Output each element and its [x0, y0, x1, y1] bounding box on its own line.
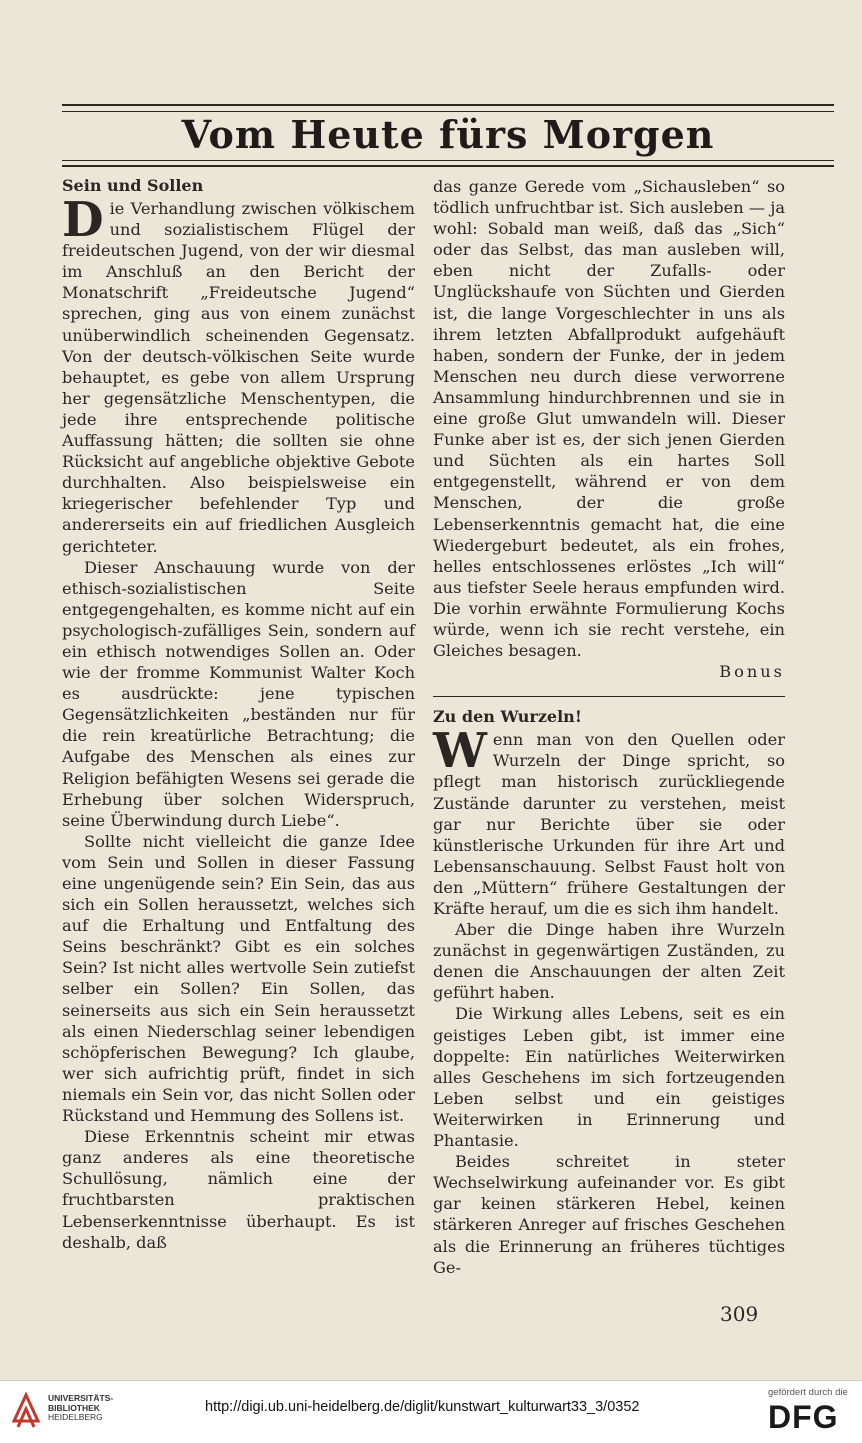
- library-logo-icon: [10, 1391, 42, 1433]
- library-line: BIBLIOTHEK: [48, 1402, 100, 1413]
- author-signature: Bonus: [719, 662, 785, 682]
- page-number: 309: [720, 1302, 759, 1326]
- dropcap: W: [433, 723, 487, 780]
- page-title: Vom Heute fürs Morgen: [181, 112, 715, 157]
- library-line: HEIDELBERG: [48, 1412, 103, 1422]
- library-line: UNIVERSITÄTS-: [48, 1393, 114, 1403]
- article-paragraph: Beides schreitet in steter Wechselwirkung aufeinander vor. Es gibt gar keinen stärkeren Hebel, keinen stärkeren Anreger auf frisches Geschehen als die Erinnerung an früheres tüchtiges Ge-: [433, 1152, 785, 1277]
- article-heading-zu-den-wurzeln: Zu den Wurzeln!: [433, 696, 785, 727]
- article-paragraph: Aber die Dinge haben ihre Wurzeln zunächst in gegenwärtigen Zuständen, zu denen die Anschauungen der alten Zeit geführt haben.: [433, 920, 785, 1003]
- left-column: [62, 176, 415, 1253]
- dropcap: D: [62, 192, 104, 248]
- article-paragraph: Diese Erkenntnis scheint mir etwas ganz anderes als eine theoretische Schullösung, nämlich eine der fruchtbarsten praktischen Lebenserkenntnisse überhaupt. Es ist deshalb, daß: [62, 1127, 415, 1252]
- title-rule-bottom: [62, 160, 834, 167]
- dfg-logo[interactable]: DFG: [768, 1399, 839, 1435]
- source-url-link[interactable]: http://digi.ub.uni-heidelberg.de/diglit/kunstwart_kulturwart33_3/0352: [205, 1399, 640, 1415]
- title-rule-top: [62, 104, 834, 112]
- article-paragraph: [433, 723, 785, 919]
- funder-caption: gefördert durch die: [768, 1387, 848, 1398]
- paragraph-text: enn man von den Quellen oder Wurzeln der Dinge spricht, so pflegt man historisch zurückliegende Zustände darunter zu verstehen, meist gar nur Berichte über sie oder künstlerische Urkunden für ihre Art und Lebensanschauung. Selbst Faust holt von den „Müttern“ frühere Gestaltungen der Kräfte herauf, um die es sich ihm handelt.: [433, 730, 785, 918]
- article-paragraph: Dieser Anschauung wurde von der ethisch-sozialistischen Seite entgegengehalten, es komme nicht auf ein psychologisch-zufälliges Sein, sondern auf ein ethisch notwendiges Sollen an. Oder wie der fromme Kommunist Walter Koch es ausdrückte: jene typischen Gegensätzlichkeiten „beständen nur für die rein kreatürliche Betrachtung; die Aufgabe des Menschen als eines zur Religion befähigten Wesens sei gerade die Erhebung über solchen Widerspruch, seine Überwindung durch Liebe“.: [62, 557, 415, 830]
- article-paragraph-continuation: das ganze Gerede vom „Sichausleben“ so tödlich unfruchtbar ist. Sich ausleben — ja wohl: Sobald man weiß, daß das „Sich“ oder das Selbst, das man ausleben will, eben nicht der Zufalls- oder Unglückshaufe von Süchten und Gierden ist, die lange Vorgeschlechter in uns als ihrem letzten Abfallprodukt aufgehäuft haben, sondern der Funke, der in jedem Menschen neu durch diese verworrene Ansammlung hindurchbrennen und sie in eine große Glut umwandeln will. Dieser Funke aber ist es, der sich jenen Gierden und Süchten als ein hartes Soll entgegenstellt, während er von dem Menschen, der die große Lebenserkenntnis gemacht hat, die eine Wiedergeburt bedeutet, als ein frohes, helles entschlossenes erlöstes „Ich will“ aus tiefster Seele heraus empfunden wird. Die vorhin erwähnte Formulierung Kochs würde, wenn ich sie recht verstehe, ein Gleiches besagen.: [433, 177, 785, 661]
- article-paragraph: Die Wirkung alles Lebens, seit es ein geistiges Leben gibt, ist immer eine doppelte: Ein natürliches Weiterwirken alles Geschehens im sich fortzeugenden Leben selbst und ein geistiges Weiterwirken in Erinnerung und Phantasie.: [433, 1004, 785, 1151]
- paragraph-text: ie Verhandlung zwischen völkischem und sozialistischem Flügel der freideutschen Jugend, von der wir diesmal im Anschluß an den Bericht der Monatschrift „Freideutsche Jugend“ sprechen, ging aus von einem zunächst unüberwindlich scheinenden Gegensatz. Von der deutsch-völkischen Seite wurde behauptet, es gebe von allem Ursprung her gegensätzliche Menschentypen, die jede ihre entsprechende politische Auffassung hätten; die sollten sie ohne Rücksicht auf angebliche objektive Gebote durchhalten. Also beispielsweise ein kriegerischer befehlender Typ und andererseits ein auf friedlichen Ausgleich gerichteter.: [62, 199, 415, 556]
- right-column: [433, 176, 785, 1278]
- article-paragraph: [62, 192, 415, 557]
- footer-bar: [0, 1380, 862, 1443]
- article-paragraph: Sollte nicht vielleicht die ganze Idee vom Sein und Sollen in dieser Fassung eine ungenügende sein? Ein Sein, das aus sich ein Sollen heraussetzt, welches sich auf die Erhaltung und Entfaltung des Seins beschränkt? Gibt es ein solches Sein? Ist nicht alles wertvolle Sein zutiefst selber ein Sollen? Ein Sollen, das seinerseits aus sich ein Sein heraussetzt als einen Niederschlag seiner lebendigen schöpferischen Bewegung? Ich glaube, wer sich aufrichtig prüft, findet in sich niemals ein Sein vor, das nicht Sollen oder Rückstand und Hemmung des Sollens ist.: [62, 831, 415, 1126]
- article-heading-sein-und-sollen: Sein und Sollen: [62, 176, 204, 195]
- library-name: [48, 1394, 113, 1423]
